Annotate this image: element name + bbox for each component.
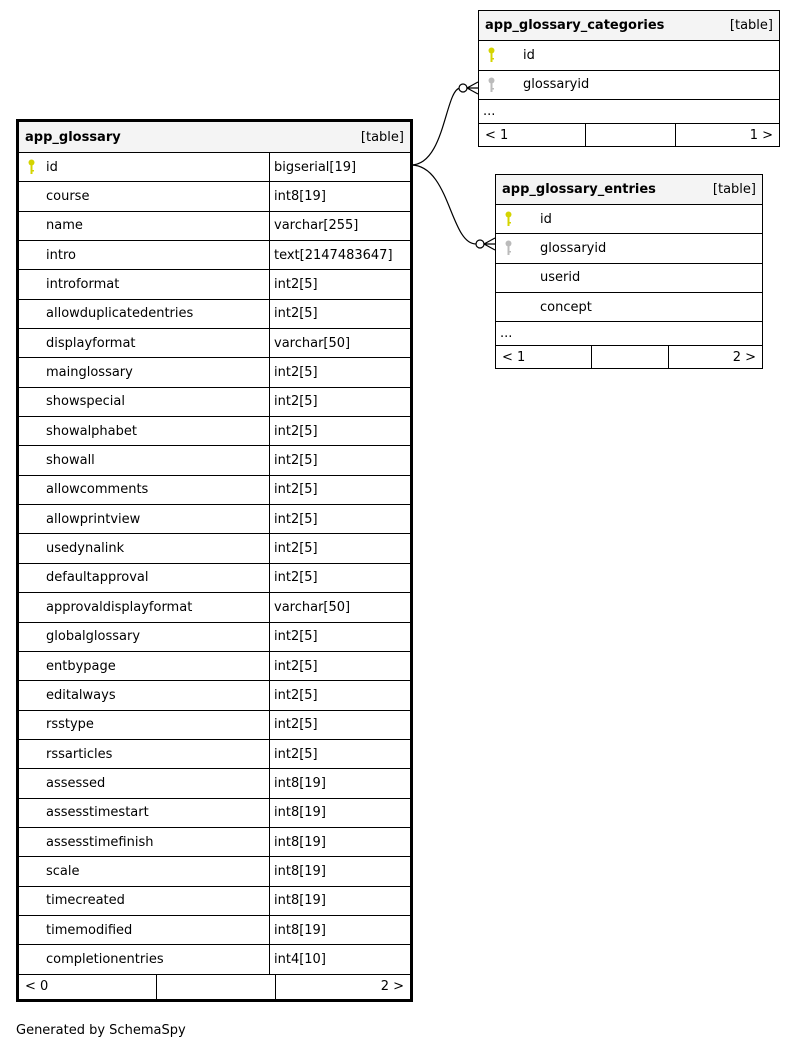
column-row[interactable] — [19, 916, 410, 945]
more-columns: ... — [496, 322, 762, 346]
column-name-text: timecreated — [46, 893, 125, 909]
relationship-edge-categories — [411, 88, 460, 165]
table-footer — [479, 124, 779, 146]
column-name — [19, 329, 269, 357]
column-name — [496, 264, 762, 292]
column-name — [496, 293, 762, 321]
column-name — [19, 916, 269, 944]
column-name — [19, 652, 269, 680]
column-name-text: introformat — [46, 277, 120, 293]
zero-many-marker — [476, 240, 484, 248]
column-row[interactable] — [19, 505, 410, 534]
column-type: int2[5] — [269, 476, 410, 504]
column-row[interactable] — [19, 945, 410, 974]
column-name-text: id — [46, 159, 58, 175]
column-name — [19, 857, 269, 885]
column-type: varchar[255] — [269, 212, 410, 240]
column-name — [19, 711, 269, 739]
column-type: int2[5] — [269, 740, 410, 768]
column-name-text: course — [46, 189, 90, 205]
table-kind: [table] — [712, 182, 756, 197]
table-app-glossary[interactable] — [16, 119, 413, 1002]
column-row[interactable] — [19, 887, 410, 916]
column-type: int2[5] — [269, 711, 410, 739]
generated-by-note: Generated by SchemaSpy — [16, 1023, 186, 1038]
footer-spacer — [586, 124, 676, 146]
column-name-text: concept — [540, 299, 592, 315]
parents-count[interactable]: < 0 — [19, 975, 157, 999]
column-row[interactable] — [19, 623, 410, 652]
column-row[interactable] — [19, 270, 410, 299]
primary-key-icon — [488, 47, 495, 63]
column-name — [19, 828, 269, 856]
column-row[interactable] — [19, 593, 410, 622]
column-name-text: allowprintview — [46, 511, 141, 527]
column-name — [19, 388, 269, 416]
column-type: bigserial[19] — [269, 153, 410, 181]
column-type: int8[19] — [269, 769, 410, 797]
table-app-glossary-entries[interactable] — [495, 174, 763, 369]
column-name-text: id — [523, 47, 535, 63]
column-type: int2[5] — [269, 623, 410, 651]
column-name-text: rssarticles — [46, 746, 113, 762]
table-header[interactable] — [479, 11, 779, 41]
children-count[interactable]: 2 > — [380, 979, 404, 995]
table-footer — [19, 975, 410, 999]
primary-key-icon — [28, 159, 35, 175]
column-row[interactable] — [19, 857, 410, 886]
column-name-text: allowduplicatedentries — [46, 306, 194, 322]
column-name — [19, 564, 269, 592]
zero-many-marker — [459, 84, 467, 92]
column-type: int2[5] — [269, 358, 410, 386]
column-name — [19, 681, 269, 709]
column-name — [19, 740, 269, 768]
column-type: int8[19] — [269, 916, 410, 944]
column-name-text: showalphabet — [46, 423, 137, 439]
column-type: int8[19] — [269, 887, 410, 915]
column-name-text: globalglossary — [46, 629, 141, 645]
column-name — [19, 945, 269, 973]
column-row[interactable] — [19, 652, 410, 681]
column-row[interactable] — [19, 153, 410, 182]
column-name-text: showspecial — [46, 394, 125, 410]
column-name — [19, 153, 269, 181]
table-name: app_glossary_entries — [502, 182, 656, 197]
column-name — [19, 241, 269, 269]
column-name — [19, 212, 269, 240]
column-name-text: approvaldisplayformat — [46, 599, 193, 615]
column-name-text: assesstimestart — [46, 805, 149, 821]
column-name — [19, 182, 269, 210]
column-row[interactable] — [19, 534, 410, 563]
column-name — [19, 270, 269, 298]
children-count[interactable]: 1 > — [749, 127, 773, 143]
column-row[interactable] — [19, 446, 410, 475]
column-name-text: name — [46, 218, 83, 234]
parents-count[interactable]: < 1 — [479, 124, 586, 146]
column-name-text: displayformat — [46, 335, 136, 351]
column-type: int2[5] — [269, 652, 410, 680]
column-name-text: glossaryid — [523, 77, 590, 93]
column-row[interactable] — [479, 71, 779, 101]
column-name-text: assessed — [46, 775, 106, 791]
column-type: int8[19] — [269, 828, 410, 856]
column-name-text: showall — [46, 453, 95, 469]
column-name — [19, 417, 269, 445]
column-row[interactable] — [496, 293, 762, 322]
table-header[interactable] — [19, 122, 410, 153]
column-type: int2[5] — [269, 270, 410, 298]
table-kind: [table] — [360, 129, 404, 145]
footer-spacer — [157, 975, 276, 999]
column-row[interactable] — [479, 41, 779, 71]
column-row[interactable] — [19, 740, 410, 769]
column-name — [479, 71, 779, 100]
column-row[interactable] — [19, 182, 410, 211]
column-name — [19, 799, 269, 827]
column-row[interactable] — [496, 264, 762, 293]
column-type: int2[5] — [269, 564, 410, 592]
column-row[interactable] — [19, 681, 410, 710]
column-name-text: completionentries — [46, 951, 164, 967]
column-name — [19, 446, 269, 474]
column-row[interactable] — [19, 828, 410, 857]
column-row[interactable] — [19, 476, 410, 505]
column-name — [19, 476, 269, 504]
relationship-edge-entries — [411, 165, 476, 244]
column-name-text: rsstype — [46, 717, 94, 733]
foreign-key-icon — [505, 240, 512, 256]
table-name: app_glossary_categories — [485, 18, 665, 33]
column-name-text: entbypage — [46, 658, 116, 674]
column-type: varchar[50] — [269, 593, 410, 621]
column-name — [19, 300, 269, 328]
column-name — [496, 234, 762, 262]
column-name — [19, 358, 269, 386]
column-name-text: usedynalink — [46, 541, 125, 557]
column-row[interactable] — [19, 769, 410, 798]
column-name — [19, 769, 269, 797]
table-kind: [table] — [729, 18, 773, 33]
column-name — [496, 205, 762, 233]
children-count[interactable]: 2 > — [732, 349, 756, 365]
column-row[interactable] — [496, 205, 762, 234]
column-type: int2[5] — [269, 300, 410, 328]
column-type: int2[5] — [269, 681, 410, 709]
crowfoot-marker — [467, 82, 478, 94]
column-row[interactable] — [19, 212, 410, 241]
column-name-text: id — [540, 211, 552, 227]
column-row[interactable] — [19, 388, 410, 417]
column-name-text: intro — [46, 247, 76, 263]
column-row[interactable] — [496, 234, 762, 263]
column-type: int2[5] — [269, 534, 410, 562]
column-row[interactable] — [19, 358, 410, 387]
table-app-glossary-categories[interactable] — [478, 10, 780, 147]
column-name — [19, 505, 269, 533]
column-name-text: allowcomments — [46, 482, 149, 498]
more-columns: ... — [479, 100, 779, 124]
column-name-text: scale — [46, 863, 80, 879]
column-row[interactable] — [19, 300, 410, 329]
column-row[interactable] — [19, 711, 410, 740]
column-name-text: assesstimefinish — [46, 834, 154, 850]
column-name — [19, 593, 269, 621]
column-type: varchar[50] — [269, 329, 410, 357]
column-row[interactable] — [19, 417, 410, 446]
column-name — [19, 887, 269, 915]
column-row[interactable] — [19, 799, 410, 828]
crowfoot-marker — [484, 238, 495, 250]
footer-spacer — [592, 346, 669, 368]
column-row[interactable] — [19, 564, 410, 593]
column-name-text: defaultapproval — [46, 570, 149, 586]
column-name-text: mainglossary — [46, 365, 133, 381]
column-name — [19, 534, 269, 562]
column-type: int8[19] — [269, 182, 410, 210]
column-type: int8[19] — [269, 799, 410, 827]
foreign-key-icon — [488, 77, 495, 93]
table-name: app_glossary — [25, 129, 121, 145]
column-type: int4[10] — [269, 945, 410, 973]
column-name-text: timemodified — [46, 922, 133, 938]
column-name-text: userid — [540, 270, 581, 286]
column-type: text[2147483647] — [269, 241, 410, 269]
column-name — [19, 623, 269, 651]
parents-count[interactable]: < 1 — [496, 346, 592, 368]
column-type: int8[19] — [269, 857, 410, 885]
column-name — [479, 41, 779, 70]
column-type: int2[5] — [269, 417, 410, 445]
primary-key-icon — [505, 211, 512, 227]
table-header[interactable] — [496, 175, 762, 205]
column-type: int2[5] — [269, 505, 410, 533]
column-type: int2[5] — [269, 446, 410, 474]
column-name-text: editalways — [46, 687, 116, 703]
column-name-text: glossaryid — [540, 240, 607, 256]
column-row[interactable] — [19, 329, 410, 358]
column-type: int2[5] — [269, 388, 410, 416]
column-row[interactable] — [19, 241, 410, 270]
table-footer — [496, 346, 762, 368]
